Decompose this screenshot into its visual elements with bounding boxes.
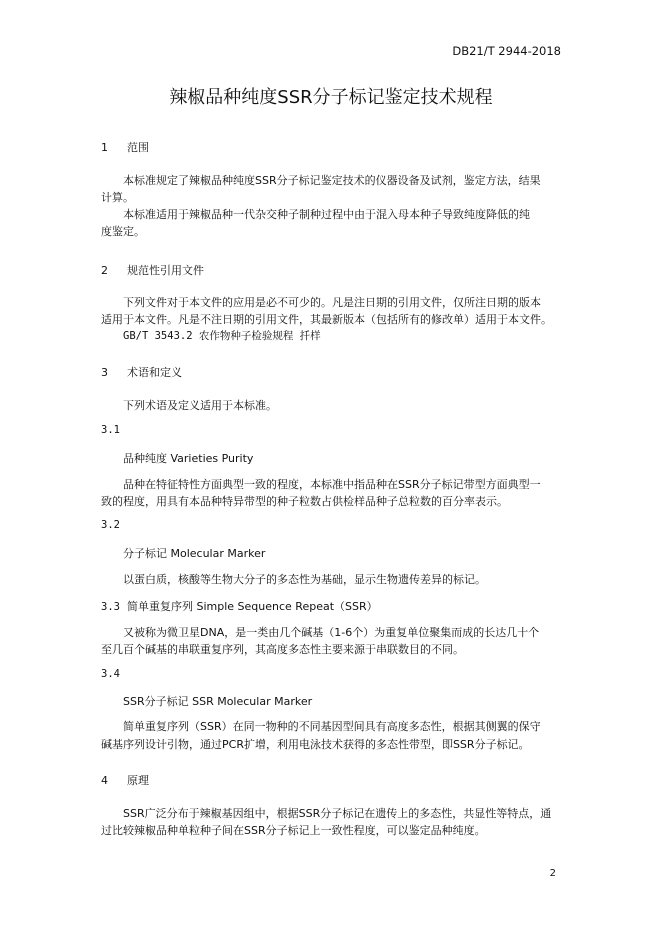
paragraph: 本标准规定了辣椒品种纯度SSR分子标记鉴定技术的仪器设备及试剂，鉴定方法，结果 xyxy=(123,174,541,187)
term-heading: 简单重复序列 Simple Sequence Repeat（SSR） xyxy=(127,600,378,613)
term-heading: SSR分子标记 SSR Molecular Marker xyxy=(123,695,313,708)
section-1-heading xyxy=(101,139,149,155)
paragraph: 适用于本文件。凡是不注日期的引用文件，其最新版本（包括所有的修改单）适用于本文件。 xyxy=(101,313,552,326)
document-title: 辣椒品种纯度SSR分子标记鉴定技术规程 xyxy=(169,87,493,108)
term-definition: 致的程度，用具有本品种特异带型的种子粒数占供检样品种子总粒数的百分率表示。 xyxy=(101,495,508,508)
term-number: 3.4 xyxy=(101,668,120,680)
term-definition: 简单重复序列（SSR）在同一物种的不同基因型间具有高度多态性，根据其侧翼的保守 xyxy=(123,720,541,733)
section-number: 1 xyxy=(101,141,108,154)
paragraph: 下列文件对于本文件的应用是必不可少的。凡是注日期的引用文件，仅所注日期的版本 xyxy=(123,296,541,309)
section-3-heading xyxy=(101,364,182,380)
section-title: 范围 xyxy=(127,141,149,154)
document-code: DB21/T 2944-2018 xyxy=(452,44,561,58)
paragraph: 度鉴定。 xyxy=(101,225,145,238)
section-title: 术语和定义 xyxy=(127,366,182,379)
section-4-heading xyxy=(101,772,149,788)
section-number: 4 xyxy=(101,774,108,787)
term-definition: 以蛋白质，核酸等生物大分子的多态性为基础，显示生物遗传差异的标记。 xyxy=(123,573,486,586)
paragraph: 计算。 xyxy=(101,191,134,204)
term-number: 3.2 xyxy=(101,519,120,531)
term-heading-inline xyxy=(101,598,378,614)
section-title: 规范性引用文件 xyxy=(127,264,204,277)
paragraph: SSR广泛分布于辣椒基因组中，根据SSR分子标记在遗传上的多态性，共显性等特点，通 xyxy=(123,807,552,820)
paragraph: 过比较辣椒品种单粒种子间在SSR分子标记上一致性程度，可以鉴定品种纯度。 xyxy=(101,824,486,837)
term-number: 3.1 xyxy=(101,424,120,436)
term-definition: 又被称为微卫星DNA，是一类由几个碱基（1-6个）为重复单位聚集而成的长达几十个 xyxy=(123,626,540,639)
section-2-heading xyxy=(101,262,204,278)
section-number: 3 xyxy=(101,366,108,379)
term-heading: 品种纯度 Varieties Purity xyxy=(123,452,254,465)
section-number: 2 xyxy=(101,264,108,277)
term-definition: 至几百个碱基的串联重复序列，其高度多态性主要来源于串联数目的不同。 xyxy=(101,643,464,656)
term-definition: 碱基序列设计引物，通过PCR扩增，利用电泳技术获得的多态性带型，即SSR分子标记。 xyxy=(101,738,530,751)
term-heading: 分子标记 Molecular Marker xyxy=(123,547,266,560)
page-number: 2 xyxy=(549,868,556,879)
term-definition: 品种在特征特性方面典型一致的程度，本标准中指品种在SSR分子标记带型方面典型一 xyxy=(123,478,541,491)
normative-reference: GB/T 3543.2 农作物种子检验规程 扦样 xyxy=(123,330,321,342)
paragraph: 下列术语及定义适用于本标准。 xyxy=(123,399,277,412)
term-number: 3.3 xyxy=(101,601,120,613)
paragraph: 本标准适用于辣椒品种一代杂交种子制种过程中由于混入母本种子导致纯度降低的纯 xyxy=(123,208,530,221)
section-title: 原理 xyxy=(127,774,149,787)
